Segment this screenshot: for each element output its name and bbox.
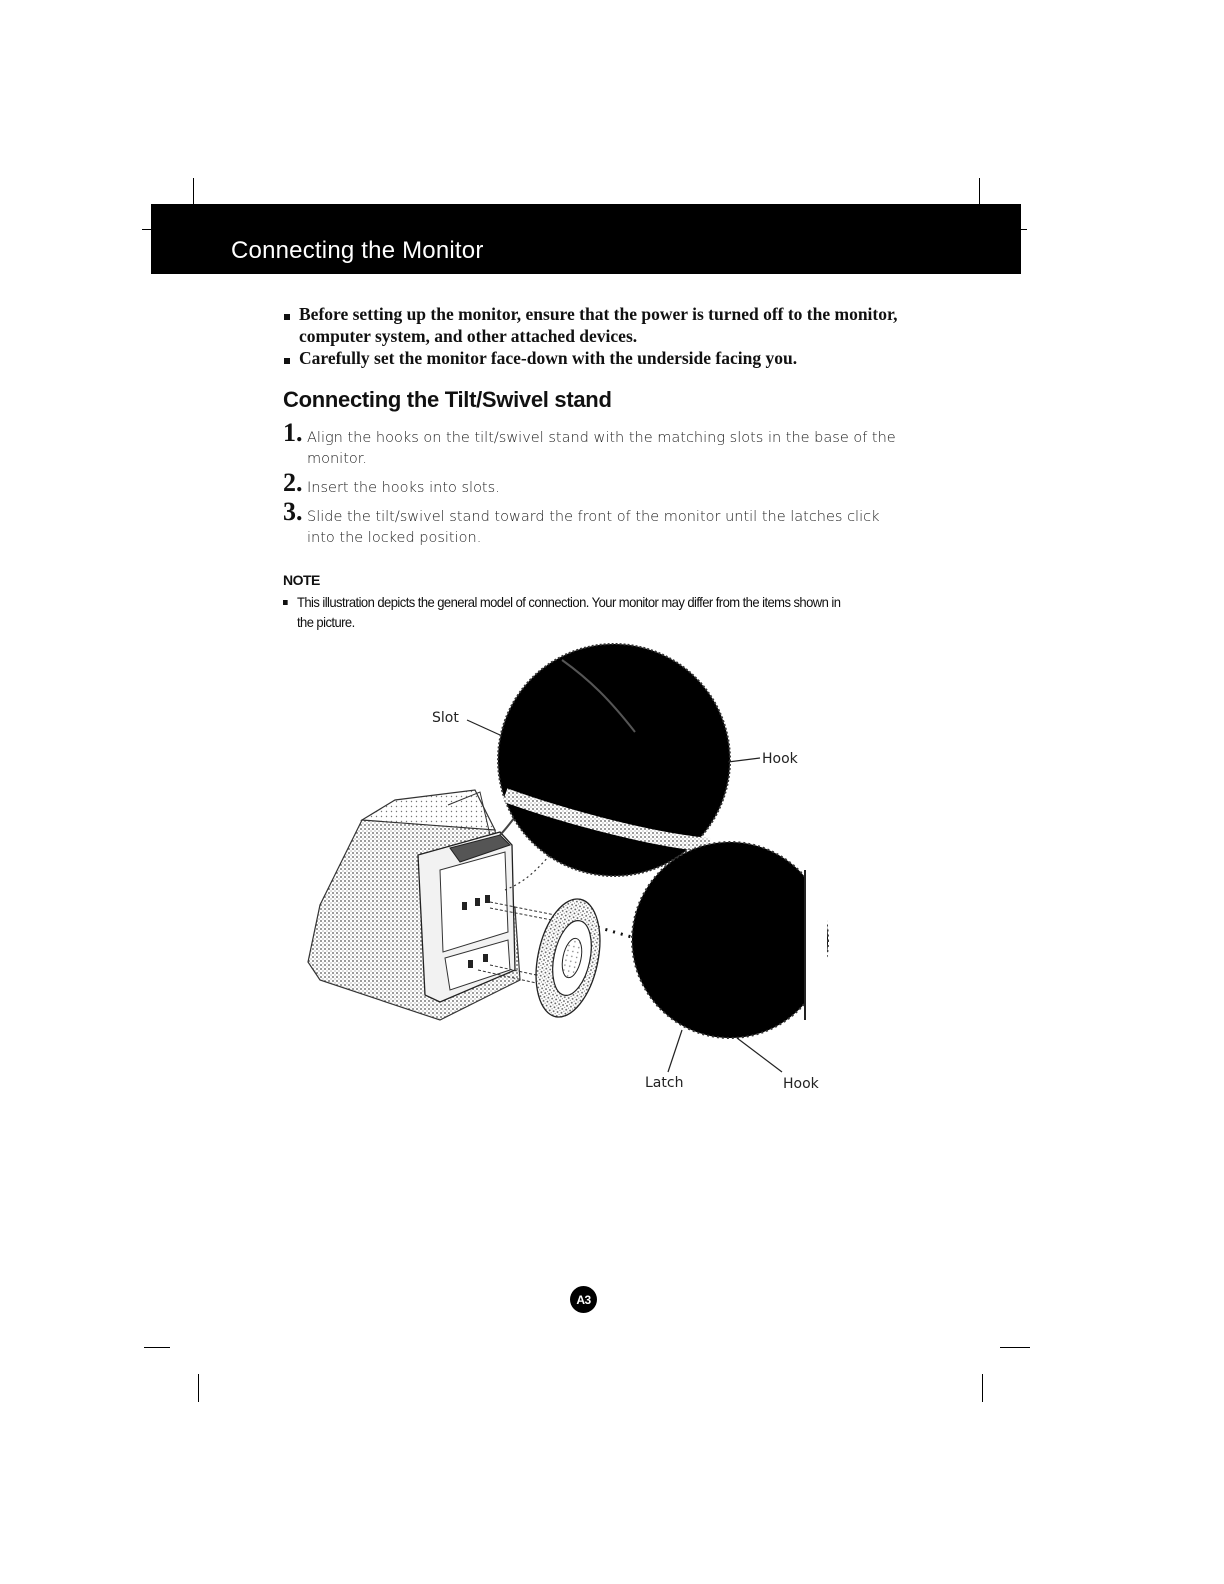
warning-list (283, 303, 903, 369)
step-number: 1. (283, 418, 303, 447)
bullet-icon (284, 358, 290, 364)
page-title: Connecting the Monitor (231, 237, 484, 264)
stand-illustration (300, 640, 860, 1110)
crop-mark (1000, 1347, 1030, 1348)
section-header-bar (151, 204, 1021, 274)
latch-label: Latch (645, 1075, 684, 1091)
warning-item (283, 303, 903, 347)
note-text: This illustration depicts the general model of connection. Your monitor may differ from the items shown in the picture. (296, 594, 841, 630)
step-text: Slide the tilt/swivel stand toward the front of the monitor until the latches click into the locked position. (307, 509, 880, 546)
hook-label-top: Hook (762, 751, 798, 767)
crop-mark (142, 229, 151, 230)
step-number: 2. (283, 468, 303, 497)
step-number: 3. (283, 497, 303, 526)
note-item (283, 592, 850, 632)
bullet-icon (283, 600, 288, 605)
hook-label-bottom: Hook (783, 1076, 819, 1092)
crop-mark (144, 1347, 170, 1348)
section-heading: Connecting the Tilt/Swivel stand (283, 387, 612, 412)
crop-mark (1021, 229, 1027, 230)
tilt-swivel-stand (526, 893, 610, 1023)
crop-mark (193, 178, 194, 204)
crop-mark (979, 178, 980, 204)
warning-text: Before setting up the monitor, ensure that the power is turned off to the monitor, computer system, and other attached devices. (299, 304, 898, 346)
page-number-badge: A3 (570, 1286, 597, 1313)
step-item (283, 497, 903, 549)
monitor-stand-diagram (300, 640, 860, 1110)
warning-text: Carefully set the monitor face-down with the underside facing you. (299, 348, 798, 368)
step-item (283, 418, 903, 470)
crop-mark (982, 1374, 983, 1402)
slot-label: Slot (432, 710, 459, 726)
steps-list (283, 418, 903, 557)
warning-item (283, 347, 903, 369)
step-text: Insert the hooks into slots. (307, 480, 500, 496)
zoom-circle-hook (632, 842, 828, 1038)
step-item (283, 468, 903, 499)
crop-mark (198, 1374, 199, 1402)
note-label: NOTE (283, 572, 320, 588)
step-text: Align the hooks on the tilt/swivel stand with the matching slots in the base of the monitor. (307, 430, 896, 467)
zoom-circle-slot (498, 644, 730, 876)
monitor-body (308, 790, 522, 1020)
bullet-icon (284, 314, 290, 320)
